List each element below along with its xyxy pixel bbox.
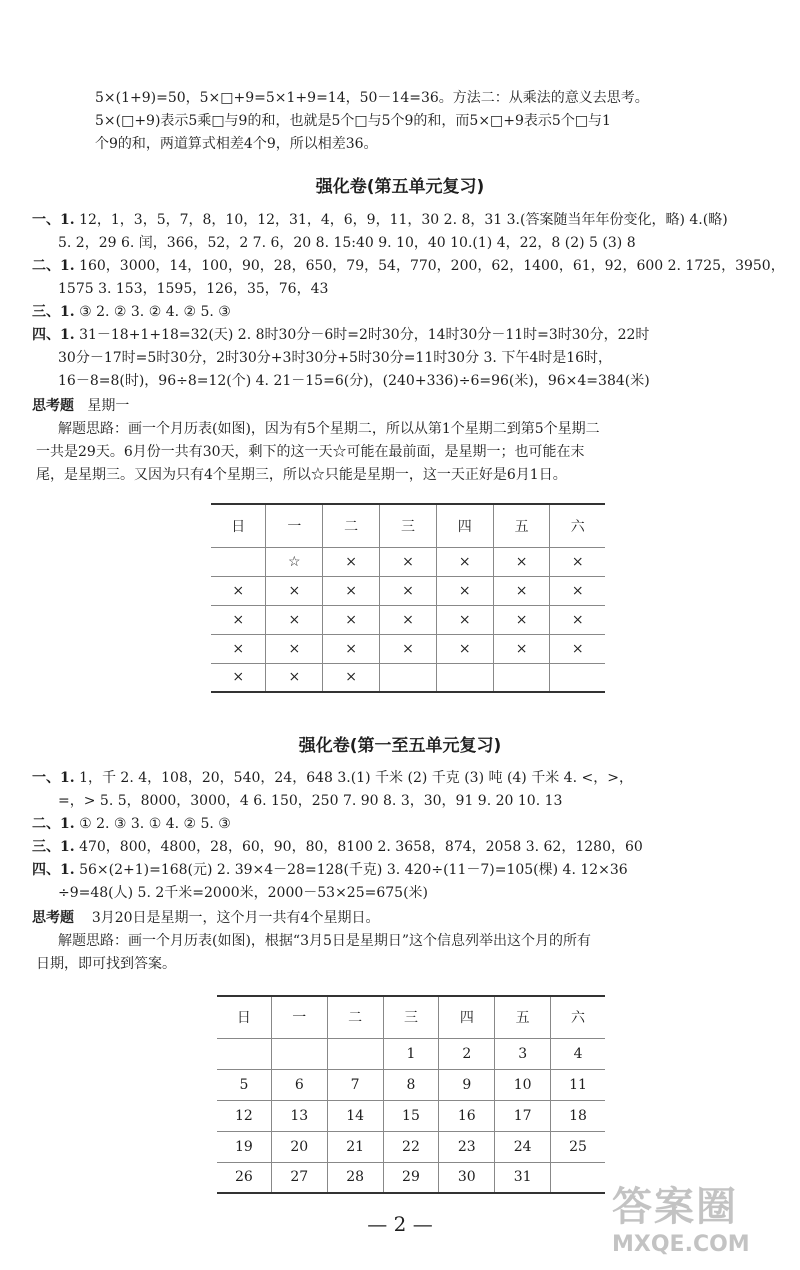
table-cell: [493, 663, 550, 692]
march-calendar-table: [217, 995, 605, 1194]
s1-answer-line: [32, 256, 785, 276]
table-cell: ×: [493, 634, 550, 663]
table-cell: ×: [550, 634, 605, 663]
s1-answer-text: 1575 3. 153，1595，126，35，76，43: [58, 281, 329, 297]
page-number: — 2 —: [367, 1212, 433, 1236]
table-cell: ×: [211, 663, 266, 692]
table-cell: 5: [217, 1069, 271, 1100]
table-cell: 2: [439, 1038, 495, 1069]
table-cell: ×: [266, 576, 323, 605]
table-cell: 10: [495, 1069, 551, 1100]
s1-answer-line: [32, 210, 728, 230]
table-cell: 29: [383, 1162, 439, 1193]
s1-answer-text: 30分－17时=5时30分，2时30分+3时30分+5时30分=11时30分 3. 下午4时是16时，: [58, 350, 613, 366]
table-cell: ×: [493, 547, 550, 576]
table-cell: [436, 663, 493, 692]
table-cell: 27: [271, 1162, 327, 1193]
s2-answer-text: ÷9=48(人) 5. 2千米=2000米，2000－53×25=675(米): [58, 885, 428, 901]
table-header-cell: 三: [383, 996, 439, 1038]
table-cell: ×: [211, 605, 266, 634]
table-cell: 16: [439, 1100, 495, 1131]
watermark-logo: [612, 1175, 792, 1265]
s2-answer-text: 470，800，4800，28，60，90，80，8100 2. 3658，874，2058 3. 62，1280，60: [74, 839, 643, 855]
table-cell: 30: [439, 1162, 495, 1193]
s2-think-label: 思考题: [32, 910, 74, 926]
s1-answer-text: 12，1，3，5，7，8，10，12，31，4，6，9，11，30 2. 8，31 3.(答案随当年年份变化，略) 4.(略): [74, 212, 728, 228]
section2-title: 强化卷(第一至五单元复习): [298, 736, 502, 756]
s1-answer-num: 四、1.: [32, 327, 75, 343]
s2-answer-line: [32, 768, 633, 788]
table-header-cell: 二: [327, 996, 383, 1038]
table-cell: 24: [495, 1131, 551, 1162]
table-cell: [211, 547, 266, 576]
table-cell: 18: [551, 1100, 605, 1131]
s2-think-explain: 解题思路：画一个月历表(如图)，根据“3月5日是星期日”这个信息列举出这个月的所有: [58, 933, 592, 949]
table-cell: [217, 1038, 271, 1069]
table-cell: 3: [495, 1038, 551, 1069]
table-cell: ×: [211, 576, 266, 605]
table-cell: ×: [436, 634, 493, 663]
s2-answer-line: [32, 814, 231, 834]
s2-think-answer: 3月20日是星期一，这个月一共有4个星期日。: [91, 910, 380, 926]
table-row: [211, 547, 605, 576]
s2-answer-num: 一、1.: [32, 770, 75, 786]
table-header-cell: 四: [439, 996, 495, 1038]
table-cell: ×: [550, 576, 605, 605]
s1-answer-text: 160，3000，14，100，90，28，650，79，54，770，200，62，1400，61，92，600 2. 1725，3950，: [74, 258, 785, 274]
table-header-cell: 一: [266, 504, 323, 547]
table-header-cell: 五: [495, 996, 551, 1038]
table-cell: ×: [266, 663, 323, 692]
table-cell: 19: [217, 1131, 271, 1162]
s2-think-line: [32, 908, 379, 928]
table-cell: ×: [550, 605, 605, 634]
table-cell: 7: [327, 1069, 383, 1100]
table-cell: 28: [327, 1162, 383, 1193]
intro-line-3: 个9的和，两道算式相差4个9，所以相差36。: [95, 136, 378, 152]
table-header-row: [211, 504, 605, 547]
table-cell: 25: [551, 1131, 605, 1162]
table-cell: 4: [551, 1038, 605, 1069]
table-cell: 13: [271, 1100, 327, 1131]
s1-answer-line: [58, 279, 328, 299]
table-row: [211, 576, 605, 605]
intro-line-1: 5×(1+9)=50，5×□+9=5×1+9=14，50－14=36。方法二：从乘法的意义去思考。: [95, 90, 649, 106]
table-cell: 31: [495, 1162, 551, 1193]
s1-think-explain: 一共是29天。6月份一共有30天，剩下的这一天☆可能在最前面，是星期一；也可能在末: [36, 444, 585, 460]
s1-answer-text: 5. 2，29 6. 闰，366，52，2 7. 6，20 8. 15:40 9. 10，40 10.(1) 4，22，8 (2) 5 (3) 8: [58, 235, 636, 251]
table-cell: [327, 1038, 383, 1069]
table-cell: [271, 1038, 327, 1069]
table-cell: ×: [323, 663, 380, 692]
table-cell: 8: [383, 1069, 439, 1100]
s2-answer-text: 56×(2+1)=168(元) 2. 39×4－28=128(千克) 3. 420÷(11－7)=105(棵) 4. 12×36: [74, 862, 628, 878]
table-cell: 6: [271, 1069, 327, 1100]
s2-answer-line: [58, 791, 562, 811]
table-cell: 14: [327, 1100, 383, 1131]
table-cell: ×: [380, 576, 437, 605]
s1-answer-line: [58, 348, 612, 368]
table-cell: [550, 663, 605, 692]
table-header-cell: 日: [217, 996, 271, 1038]
s1-think-explain: 解题思路：画一个月历表(如图)，因为有5个星期二，所以从第1个星期二到第5个星期二: [58, 421, 600, 437]
table-cell: ×: [266, 634, 323, 663]
s2-answer-num: 二、1.: [32, 816, 75, 832]
intro-line-2: 5×(□+9)表示5乘□与9的和，也就是5个□与5个9的和，而5×□+9表示5个□与1: [95, 113, 611, 129]
table-cell: 1: [383, 1038, 439, 1069]
section1-title: 强化卷(第五单元复习): [315, 177, 485, 197]
s2-answer-line: [58, 883, 428, 903]
june-calendar-table: [211, 503, 605, 693]
table-header-row: [217, 996, 605, 1038]
table-cell: ×: [436, 547, 493, 576]
s2-answer-line: [32, 837, 643, 857]
table-cell: ×: [380, 605, 437, 634]
table-row: [217, 1038, 605, 1069]
table-cell: [380, 663, 437, 692]
s1-answer-line: [58, 233, 636, 253]
s1-answer-line: [58, 371, 650, 391]
s2-answer-line: [32, 860, 628, 880]
table-cell: 9: [439, 1069, 495, 1100]
table-cell: ×: [493, 605, 550, 634]
s2-answer-num: 四、1.: [32, 862, 75, 878]
table-header-cell: 六: [550, 504, 605, 547]
table-cell: 22: [383, 1131, 439, 1162]
s1-think-answer: 星期一: [87, 398, 130, 414]
table-cell: 26: [217, 1162, 271, 1193]
table-header-cell: 四: [436, 504, 493, 547]
table-cell: ☆: [266, 547, 323, 576]
watermark-line-2: MXQE.COM: [612, 1232, 750, 1257]
table-cell: 15: [383, 1100, 439, 1131]
table-cell: ×: [323, 605, 380, 634]
s2-answer-text: =，> 5. 5，8000，3000，4 6. 150，250 7. 90 8. 3，30，91 9. 20 10. 13: [58, 793, 563, 809]
table-row: [217, 1131, 605, 1162]
table-cell: 17: [495, 1100, 551, 1131]
table-cell: ×: [550, 547, 605, 576]
table-row: [217, 1162, 605, 1193]
table-row: [211, 605, 605, 634]
table-cell: ×: [211, 634, 266, 663]
s1-think-line: [32, 396, 129, 416]
table-cell: ×: [493, 576, 550, 605]
s1-answer-line: [32, 325, 649, 345]
s1-answer-text: 16－8=8(时)，96÷8=12(个) 4. 21－15=6(分)，(240+336)÷6=96(米)，96×4=384(米): [58, 373, 650, 389]
table-cell: ×: [380, 634, 437, 663]
s1-answer-line: [32, 302, 231, 322]
s2-think-explain: 日期，即可找到答案。: [36, 956, 176, 972]
table-header-cell: 三: [380, 504, 437, 547]
table-cell: 23: [439, 1131, 495, 1162]
table-cell: [551, 1162, 605, 1193]
table-cell: 12: [217, 1100, 271, 1131]
s1-think-explain: 尾，是星期三。又因为只有4个星期三，所以☆只能是星期一，这一天正好是6月1日。: [36, 467, 567, 483]
table-row: [211, 663, 605, 692]
s1-answer-num: 三、1.: [32, 304, 75, 320]
table-cell: ×: [323, 634, 380, 663]
table-cell: ×: [323, 547, 380, 576]
table-row: [217, 1100, 605, 1131]
table-header-cell: 二: [323, 504, 380, 547]
table-cell: 20: [271, 1131, 327, 1162]
s1-answer-num: 二、1.: [32, 258, 75, 274]
s2-answer-text: ① 2. ③ 3. ① 4. ② 5. ③: [74, 816, 231, 832]
table-cell: 21: [327, 1131, 383, 1162]
table-cell: 11: [551, 1069, 605, 1100]
table-header-cell: 一: [271, 996, 327, 1038]
watermark-line-1: 答案圈: [612, 1184, 738, 1230]
s1-think-label: 思考题: [32, 398, 74, 414]
s1-answer-text: 31－18+1+18=32(天) 2. 8时30分－6时=2时30分，14时30分－11时=3时30分，22时: [74, 327, 650, 343]
table-row: [211, 634, 605, 663]
table-cell: ×: [266, 605, 323, 634]
s1-answer-num: 一、1.: [32, 212, 75, 228]
table-header-cell: 六: [551, 996, 605, 1038]
table-cell: ×: [436, 605, 493, 634]
table-header-cell: 日: [211, 504, 266, 547]
table-cell: ×: [323, 576, 380, 605]
s2-answer-num: 三、1.: [32, 839, 75, 855]
table-cell: ×: [436, 576, 493, 605]
s1-answer-text: ③ 2. ② 3. ② 4. ② 5. ③: [74, 304, 231, 320]
table-row: [217, 1069, 605, 1100]
table-header-cell: 五: [493, 504, 550, 547]
table-cell: ×: [380, 547, 437, 576]
s2-answer-text: 1，千 2. 4，108，20，540，24，648 3.(1) 千米 (2) 千克 (3) 吨 (4) 千米 4. <，>，: [74, 770, 633, 786]
